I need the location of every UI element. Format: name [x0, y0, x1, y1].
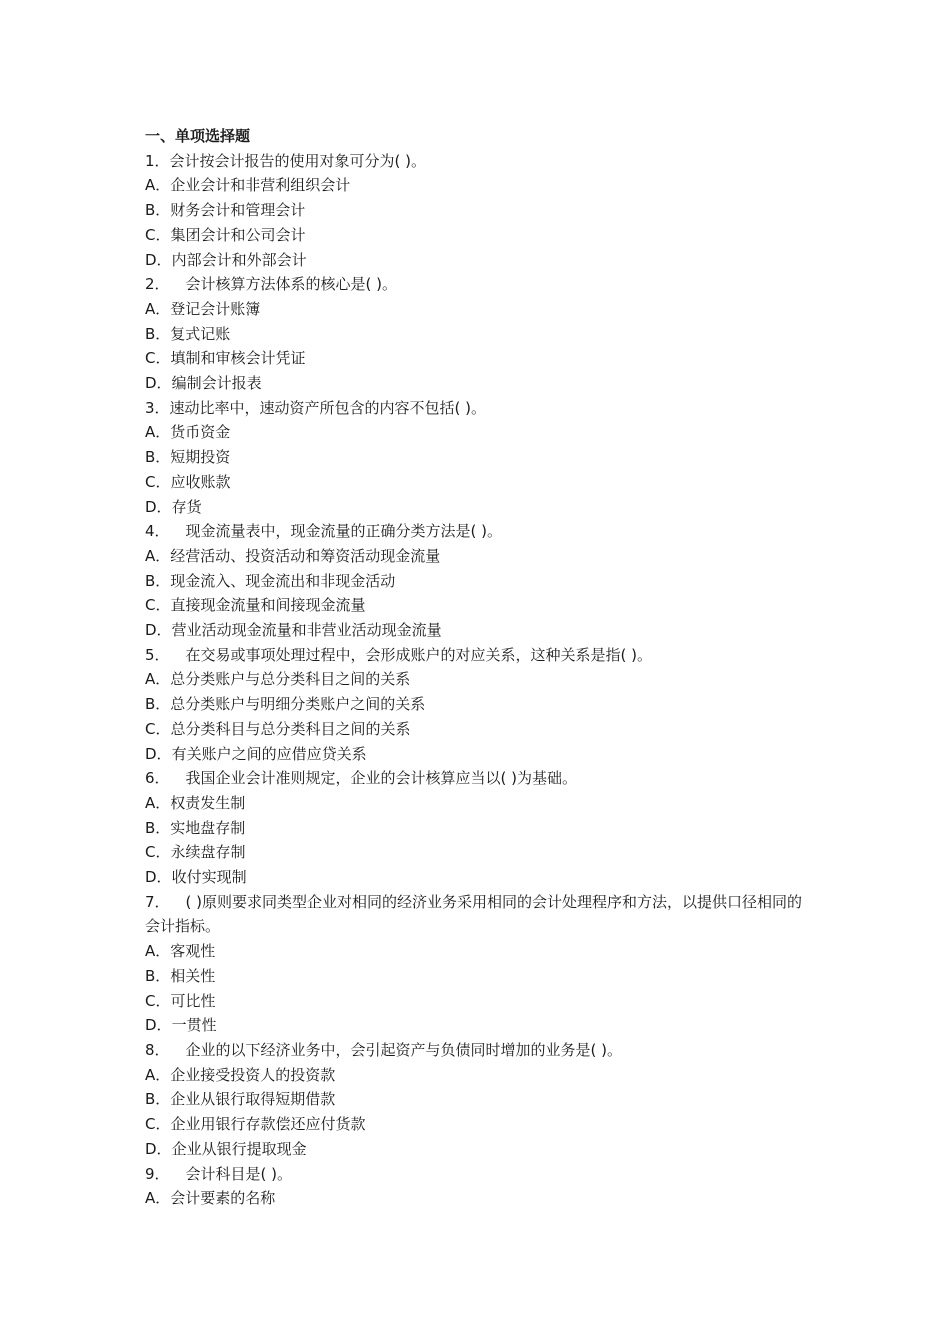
question-stem: [145, 272, 815, 297]
question-stem: [145, 149, 815, 174]
option-label: A．: [145, 1065, 171, 1084]
option-label: D．: [145, 744, 172, 763]
question-number: 8．: [145, 1041, 170, 1059]
question-text: 会计科目是( )。: [185, 1164, 293, 1183]
question-text: 会计按会计报告的使用对象可分为( )。: [169, 151, 427, 170]
answer-option: [145, 173, 815, 198]
answer-option: [145, 470, 815, 495]
option-text: 短期投资: [170, 448, 231, 467]
answer-option: [145, 495, 815, 520]
answer-option: [145, 223, 815, 248]
answer-option: [145, 840, 815, 865]
option-label: A．: [145, 423, 171, 442]
option-label: B．: [145, 324, 171, 343]
question-text: 企业的以下经济业务中，会引起资产与负债同时增加的业务是( )。: [185, 1041, 623, 1059]
question-text: 会计核算方法体系的核心是( )。: [185, 275, 398, 294]
answer-option: [145, 346, 815, 371]
option-label: B．: [145, 1090, 171, 1109]
question-stem: [145, 1038, 815, 1063]
answer-option: [145, 692, 815, 717]
option-text: 会计要素的名称: [170, 1189, 276, 1208]
answer-option: [145, 371, 815, 396]
option-text: 总分类账户与总分类科目之间的关系: [170, 670, 411, 689]
question-text: ( )原则要求同类型企业对相同的经济业务采用相同的会计处理程序和方法，以提供口径相同的会计指标。: [145, 892, 803, 936]
answer-option: [145, 791, 815, 816]
option-label: C．: [145, 225, 171, 244]
option-text: 应收账款: [170, 472, 231, 491]
option-label: D．: [145, 1016, 172, 1035]
question-list: [145, 149, 815, 1211]
document-page: [145, 124, 815, 1211]
question-text: 速动比率中，速动资产所包含的内容不包括( )。: [169, 398, 487, 417]
option-label: C．: [145, 596, 171, 615]
option-text: 企业用银行存款偿还应付货款: [170, 1115, 366, 1134]
option-label: B．: [145, 571, 171, 590]
option-label: B．: [145, 695, 171, 714]
option-text: 可比性: [170, 991, 216, 1010]
question-number: 5．: [145, 645, 170, 664]
option-text: 企业从银行取得短期借款: [170, 1090, 336, 1109]
answer-option: [145, 1087, 815, 1112]
option-text: 收付实现制: [171, 868, 247, 887]
option-label: D．: [145, 621, 172, 640]
option-label: C．: [145, 1115, 171, 1134]
option-text: 有关账户之间的应借应贷关系: [171, 744, 367, 763]
question-number: 1．: [145, 151, 170, 170]
answer-option: [145, 816, 815, 841]
option-label: D．: [145, 250, 172, 269]
option-text: 直接现金流量和间接现金流量: [170, 596, 366, 615]
question-number: 7．: [145, 892, 170, 911]
option-label: C．: [145, 472, 171, 491]
answer-option: [145, 445, 815, 470]
question-text: 我国企业会计准则规定，企业的会计核算应当以( )为基础。: [185, 769, 578, 788]
option-label: B．: [145, 818, 171, 837]
option-text: 登记会计账簿: [170, 299, 261, 318]
option-text: 填制和审核会计凭证: [170, 349, 306, 368]
answer-option: [145, 618, 815, 643]
question-stem: [145, 396, 815, 421]
answer-option: [145, 1186, 815, 1211]
option-text: 经营活动、投资活动和筹资活动现金流量: [170, 546, 441, 565]
option-text: 现金流入、现金流出和非现金活动: [170, 571, 396, 590]
option-label: C．: [145, 719, 171, 738]
question-number: 3．: [145, 398, 170, 417]
answer-option: [145, 322, 815, 347]
option-text: 权责发生制: [170, 793, 246, 812]
answer-option: [145, 198, 815, 223]
option-text: 永续盘存制: [170, 843, 246, 862]
option-text: 复式记账: [170, 324, 231, 343]
option-text: 一贯性: [171, 1016, 217, 1035]
question-text: 现金流量表中，现金流量的正确分类方法是( )。: [185, 522, 503, 541]
answer-option: [145, 742, 815, 767]
option-label: C．: [145, 991, 171, 1010]
option-text: 营业活动现金流量和非营业活动现金流量: [171, 621, 442, 640]
question-stem: [145, 643, 815, 668]
answer-option: [145, 865, 815, 890]
question-number: 9．: [145, 1164, 170, 1183]
option-label: B．: [145, 966, 171, 985]
option-label: C．: [145, 349, 171, 368]
question-number: 6．: [145, 769, 170, 788]
option-label: C．: [145, 843, 171, 862]
option-label: D．: [145, 1139, 172, 1158]
option-label: A．: [145, 670, 171, 689]
answer-option: [145, 1137, 815, 1162]
answer-option: [145, 248, 815, 273]
answer-option: [145, 717, 815, 742]
option-text: 客观性: [170, 942, 216, 961]
answer-option: [145, 544, 815, 569]
option-text: 企业接受投资人的投资款: [170, 1065, 336, 1084]
question-stem: [145, 766, 815, 791]
question-stem: [145, 1162, 815, 1187]
option-text: 实地盘存制: [170, 818, 246, 837]
option-text: 总分类账户与明细分类账户之间的关系: [170, 695, 426, 714]
answer-option: [145, 297, 815, 322]
answer-option: [145, 1013, 815, 1038]
option-label: A．: [145, 299, 171, 318]
option-text: 总分类科目与总分类科目之间的关系: [170, 719, 411, 738]
question-stem: [145, 519, 815, 544]
question-number: 4．: [145, 522, 170, 541]
option-label: A．: [145, 176, 171, 195]
option-text: 企业从银行提取现金: [171, 1139, 307, 1158]
answer-option: [145, 1112, 815, 1137]
question-number: 2．: [145, 275, 170, 294]
answer-option: [145, 420, 815, 445]
option-label: A．: [145, 942, 171, 961]
option-text: 货币资金: [170, 423, 231, 442]
option-text: 编制会计报表: [171, 374, 262, 393]
option-label: B．: [145, 448, 171, 467]
section-title: 一、单项选择题: [145, 127, 251, 145]
option-text: 企业会计和非营利组织会计: [170, 176, 351, 195]
option-text: 相关性: [170, 966, 216, 985]
answer-option: [145, 964, 815, 989]
option-label: D．: [145, 374, 172, 393]
option-text: 存货: [171, 497, 202, 516]
answer-option: [145, 667, 815, 692]
option-label: A．: [145, 546, 171, 565]
answer-option: [145, 593, 815, 618]
answer-option: [145, 989, 815, 1014]
option-label: B．: [145, 201, 171, 220]
option-text: 内部会计和外部会计: [171, 250, 307, 269]
answer-option: [145, 1063, 815, 1088]
option-text: 财务会计和管理会计: [170, 201, 306, 220]
option-label: D．: [145, 497, 172, 516]
option-label: A．: [145, 793, 171, 812]
answer-option: [145, 569, 815, 594]
question-stem: [145, 890, 815, 939]
option-label: A．: [145, 1189, 171, 1208]
question-text: 在交易或事项处理过程中，会形成账户的对应关系，这种关系是指( )。: [185, 645, 653, 664]
answer-option: [145, 939, 815, 964]
option-text: 集团会计和公司会计: [170, 225, 306, 244]
option-label: D．: [145, 868, 172, 887]
